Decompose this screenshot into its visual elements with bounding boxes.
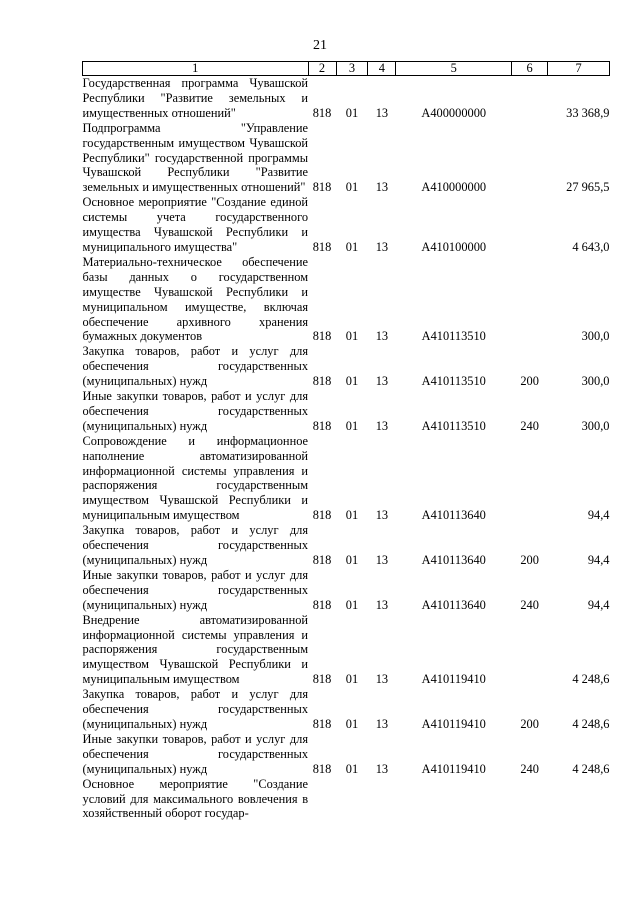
row-section-code: 01 xyxy=(345,374,359,389)
row-subsection-code: 13 xyxy=(375,597,389,612)
table-row xyxy=(83,613,610,688)
row-subsection-code: 13 xyxy=(375,553,389,567)
row-amount: 4 248,6 xyxy=(572,761,610,776)
row-subsection-code: 13 xyxy=(375,418,389,433)
row-name: Материально-техническое обеспечение базы данных о государственном имуществе Чувашской Республики и муниципальном имуществе, включая обеспечение архивного хранения бумажных документов xyxy=(82,254,309,344)
table-row xyxy=(83,568,610,613)
table-header-row xyxy=(83,62,610,76)
row-ministry-code: 818 xyxy=(312,508,332,523)
row-section-code: 01 xyxy=(345,508,359,523)
row-target-article: А410113640 xyxy=(421,508,486,523)
row-section-code: 01 xyxy=(345,180,359,195)
row-name: Внедрение автоматизированной информационной системы управления и распоряжения государственным имуществом Чувашской Республики и муниципальным имуществом xyxy=(82,612,309,687)
row-subsection-code: 13 xyxy=(375,329,389,344)
row-section-code: 01 xyxy=(345,716,359,731)
row-expense-type: 200 xyxy=(520,716,539,731)
row-target-article: А410100000 xyxy=(421,239,487,254)
budget-table xyxy=(82,61,610,821)
row-ministry-code: 818 xyxy=(312,597,332,612)
row-name: Сопровождение и информационное наполнение автоматизированной информационной системы управления и распоряжения государственным имуществом Чувашской Республики и муниципальным имуществом xyxy=(82,433,309,523)
row-target-article: А410113640 xyxy=(421,553,486,567)
row-expense-type xyxy=(512,121,548,196)
row-expense-type xyxy=(512,434,548,523)
row-ministry-code: 818 xyxy=(312,761,332,776)
row-amount: 94,4 xyxy=(587,597,610,612)
row-subsection-code: 13 xyxy=(375,716,389,731)
column-header-7: 7 xyxy=(548,62,610,76)
row-target-article: А410113510 xyxy=(421,418,486,433)
row-ministry-code: 818 xyxy=(312,418,332,433)
row-expense-type: 240 xyxy=(520,597,539,612)
row-expense-type: 200 xyxy=(520,374,539,389)
row-section-code: 01 xyxy=(345,418,359,433)
row-ministry-code: 818 xyxy=(312,374,332,389)
column-header-4: 4 xyxy=(368,62,396,76)
row-section-code: 01 xyxy=(345,553,359,567)
row-name: Основное мероприятие "Создание условий для максимального вовлечения в хозяйственный оборот государ- xyxy=(82,776,309,821)
table-row xyxy=(83,434,610,523)
row-section-code: 01 xyxy=(345,761,359,776)
table-row xyxy=(83,344,610,389)
row-amount xyxy=(548,777,610,822)
row-target-article: А400000000 xyxy=(421,105,487,120)
page-number: 21 xyxy=(313,38,327,53)
row-expense-type xyxy=(512,76,548,121)
row-expense-type xyxy=(512,255,548,344)
row-expense-type: 240 xyxy=(520,761,539,776)
row-expense-type: 240 xyxy=(520,418,539,433)
row-ministry-code: 818 xyxy=(312,716,332,731)
row-name: Закупка товаров, работ и услуг для обеспечения государственных (муниципальных) нужд xyxy=(82,344,309,389)
table-row xyxy=(83,777,610,822)
column-header-5: 5 xyxy=(396,62,512,76)
row-amount: 4 248,6 xyxy=(572,716,610,731)
row-amount: 4 643,0 xyxy=(572,239,610,254)
table-row xyxy=(83,687,610,732)
row-expense-type xyxy=(512,777,548,822)
row-subsection-code: 13 xyxy=(375,508,389,523)
row-target-article: А410000000 xyxy=(421,180,487,195)
table-row xyxy=(83,523,610,568)
row-section-code: 01 xyxy=(345,105,359,120)
row-subsection-code: 13 xyxy=(375,105,389,120)
row-ministry-code xyxy=(308,777,336,822)
row-name: Иные закупки товаров, работ и услуг для обеспечения государственных (муниципальных) нужд xyxy=(82,731,309,776)
table-row xyxy=(83,121,610,196)
row-ministry-code: 818 xyxy=(312,180,332,195)
table-row xyxy=(83,76,610,121)
row-name: Основное мероприятие "Создание единой системы учета государственного имущества Чувашской Республики и муниципального имущества" xyxy=(82,195,309,254)
row-section-code: 01 xyxy=(345,329,359,344)
row-name: Иные закупки товаров, работ и услуг для обеспечения государственных (муниципальных) нужд xyxy=(82,389,309,433)
row-amount: 4 248,6 xyxy=(572,672,610,687)
row-expense-type xyxy=(512,195,548,255)
row-ministry-code: 818 xyxy=(312,672,332,687)
row-ministry-code: 818 xyxy=(312,553,332,567)
row-expense-type: 200 xyxy=(520,553,539,567)
row-target-article: А410119410 xyxy=(421,716,486,731)
row-amount: 94,4 xyxy=(587,508,610,523)
row-subsection-code: 13 xyxy=(375,761,389,776)
row-section-code xyxy=(336,777,368,822)
table-row xyxy=(83,389,610,434)
row-subsection-code xyxy=(368,777,396,822)
column-header-1: 1 xyxy=(83,62,309,76)
column-header-2: 2 xyxy=(308,62,336,76)
row-name: Закупка товаров, работ и услуг для обеспечения государственных (муниципальных) нужд xyxy=(82,687,309,731)
table-row xyxy=(83,255,610,344)
row-target-article: А410119410 xyxy=(421,672,486,687)
row-name: Государственная программа Чувашской Республики "Развитие земельных и имущественных отношений" xyxy=(82,76,309,120)
row-subsection-code: 13 xyxy=(375,239,389,254)
row-amount: 300,0 xyxy=(581,374,610,389)
row-name: Подпрограмма "Управление государственным имуществом Чувашской Республики" государственной программы Чувашской Республики "Развитие земельных и имущественных отношений" xyxy=(82,120,309,195)
row-target-article: А410119410 xyxy=(421,761,486,776)
row-subsection-code: 13 xyxy=(375,374,389,389)
row-subsection-code: 13 xyxy=(375,672,389,687)
table-row xyxy=(83,195,610,255)
row-target-article: А410113510 xyxy=(421,374,486,389)
row-section-code: 01 xyxy=(345,672,359,687)
row-subsection-code: 13 xyxy=(375,180,389,195)
row-amount: 300,0 xyxy=(581,418,610,433)
row-amount: 300,0 xyxy=(581,329,610,344)
column-header-6: 6 xyxy=(512,62,548,76)
row-amount: 33 368,9 xyxy=(566,105,610,120)
table-row xyxy=(83,732,610,777)
row-ministry-code: 818 xyxy=(312,105,332,120)
row-target-article xyxy=(396,777,512,822)
row-name: Закупка товаров, работ и услуг для обеспечения государственных (муниципальных) нужд xyxy=(82,523,309,567)
row-ministry-code: 818 xyxy=(312,329,332,344)
row-ministry-code: 818 xyxy=(312,239,332,254)
column-header-3: 3 xyxy=(336,62,368,76)
row-section-code: 01 xyxy=(345,597,359,612)
row-amount: 94,4 xyxy=(587,553,610,567)
row-expense-type xyxy=(512,613,548,688)
row-section-code: 01 xyxy=(345,239,359,254)
row-name: Иные закупки товаров, работ и услуг для обеспечения государственных (муниципальных) нужд xyxy=(82,567,309,612)
row-target-article: А410113510 xyxy=(421,329,486,344)
row-amount: 27 965,5 xyxy=(566,180,610,195)
row-target-article: А410113640 xyxy=(421,597,486,612)
